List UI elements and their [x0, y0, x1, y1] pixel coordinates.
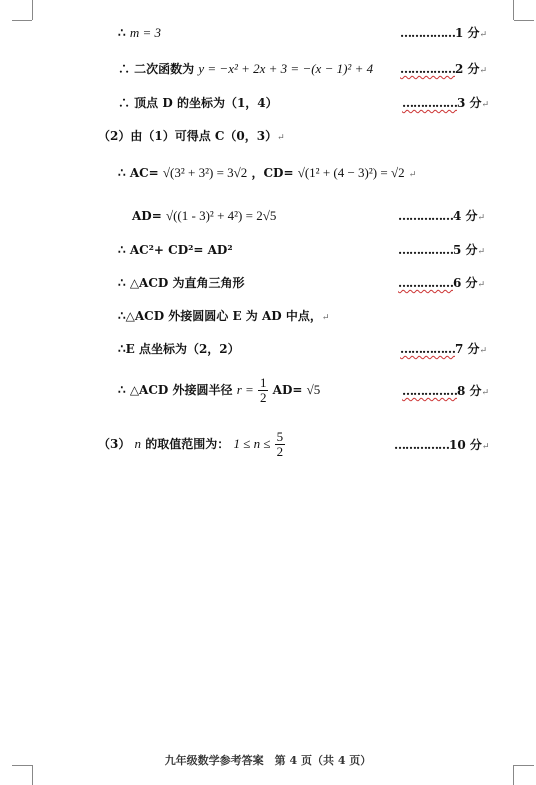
page-footer: 九年级数学参考答案 第 4 页（共 4 页）: [164, 754, 372, 767]
score-8: ……………8 分↵: [402, 384, 490, 398]
score-4: ……………4 分↵: [398, 209, 486, 223]
fraction-one-half: $\frac{1}{2}$: [259, 375, 267, 405]
part-2-heading: （2）由（1）可得点 C（0，3）↵: [98, 129, 285, 143]
answer-line-e-coords: ∴E 点坐标为（2，2）: [118, 342, 240, 356]
score-1: ……………1 分↵: [400, 26, 488, 40]
answer-line-ac-cd: ∴ AC= √(3² + 3²) = 3√2 ，CD= √(1² + (4 − 3)²) = √2 ↵: [118, 165, 417, 180]
fraction-five-halves: $\frac{5}{2}$: [276, 429, 284, 459]
answer-line-radius: ∴ △ACD 外接圆半径 r = $\frac{1}{2}$ AD= √5: [118, 375, 321, 405]
crop-mark-top-left-v: [32, 0, 33, 20]
crop-mark-top-left-h: [12, 20, 32, 21]
answer-line-circumcenter: ∴△ACD 外接圆圆心 E 为 AD 中点，↵: [118, 309, 330, 323]
cd-value: √(1² + (4 − 3)²) = √2: [297, 165, 405, 180]
crop-mark-bottom-right-v: [513, 765, 514, 785]
answer-line-ad: AD= √((1 - 3)² + 4²) = 2√5: [132, 208, 277, 223]
score-6: ……………6 分↵: [398, 276, 486, 290]
crop-mark-top-right-v: [513, 0, 514, 20]
answer-line-right-triangle: ∴ △ACD 为直角三角形: [118, 276, 245, 290]
part-3-answer: （3） n 的取值范围为： 1 ≤ n ≤ $\frac{5}{2}$: [98, 429, 284, 459]
m-equation: m = 3: [129, 25, 161, 40]
crop-mark-top-right-h: [514, 20, 534, 21]
answer-line-vertex: ∴ 顶点 D 的坐标为（1，4）: [118, 96, 278, 110]
score-10: ……………10 分↵: [394, 438, 490, 452]
ad-value: √((1 - 3)² + 4²) = 2√5: [165, 208, 277, 223]
n-range: 1 ≤ n ≤: [233, 436, 271, 451]
radius-value: √5: [306, 382, 321, 397]
score-2: ……………2 分↵: [400, 62, 488, 76]
score-5: ……………5 分↵: [398, 243, 486, 257]
ac-value: √(3² + 3²) = 3√2: [162, 165, 248, 180]
quadratic-label: ∴ 二次函数为: [118, 62, 195, 76]
quadratic-equation: y = −x² + 2x + 3 = −(x − 1)² + 4: [198, 61, 374, 76]
answer-line-m: [118, 25, 161, 41]
score-7: ……………7 分↵: [400, 342, 488, 356]
therefore-symbol: ∴: [118, 26, 126, 40]
answer-line-quadratic: [118, 61, 373, 77]
crop-mark-bottom-left-v: [32, 765, 33, 785]
score-3: ……………3 分↵: [402, 96, 490, 110]
answer-line-pythagoras: ∴ AC²+ CD²= AD²: [118, 243, 233, 257]
